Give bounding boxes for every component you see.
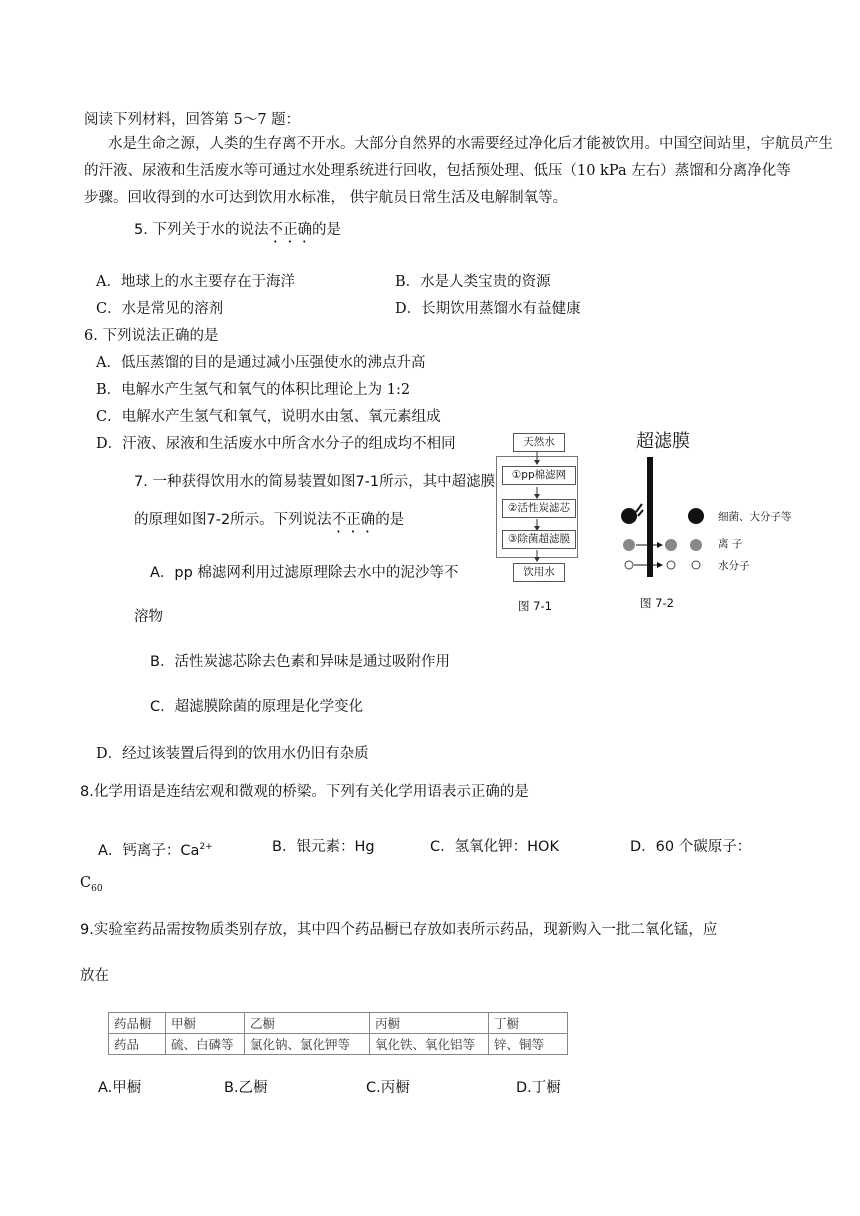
q5-option-a: A．地球上的水主要存在于海洋 [96,274,295,290]
water-mid [667,561,675,569]
question-7-line-1: 7. 一种获得饮用水的简易装置如图7-1所示，其中超滤膜 [134,474,496,490]
question-9-line-1: 9.实验室药品需按物质类别存放，其中四个药品橱已存放如表所示药品，现新购入一批二氧化锰，应 [80,922,718,938]
question-8-stem: 8.化学用语是连结宏观和微观的桥梁。下列有关化学用语表示正确的是 [80,784,529,800]
membrane-title: 超滤膜 [636,431,690,452]
q6-option-a: A．低压蒸馏的目的是通过减小压强使水的沸点升高 [96,355,426,371]
label-water-molecules: 水分子 [718,560,750,572]
q9-option-b: B.乙橱 [224,1080,268,1096]
q9-option-a: A.甲橱 [98,1080,142,1096]
label-bacteria: 细菌、大分子等 [718,511,792,523]
table-row [109,1013,568,1034]
ultrafiltration-diagram [612,450,722,580]
q7-option-d: D．经过该装置后得到的饮用水仍旧有杂质 [96,746,369,762]
question-5-stem: 5. 下列关于水的说法不正确的是 [134,222,341,238]
q9-option-c: C.丙橱 [366,1080,410,1096]
ultrafiltration-box: ③除菌超滤膜 [502,530,576,549]
ion-mid [665,539,677,551]
q7-option-c: C．超滤膜除菌的原理是化学变化 [150,699,364,715]
table-cell: 甲橱 [166,1013,245,1034]
q8-option-a: A．钙离子：$Ca^{2+}$ [98,842,213,859]
q5-option-c: C．水是常见的溶剂 [96,301,224,317]
ion-left [623,539,635,551]
bacteria-right [688,508,704,524]
table-cell: 药品橱 [109,1013,166,1034]
table-row [109,1034,568,1055]
q8-option-c: C．氢氧化钾：HOK [430,839,559,855]
label-ions: 离 子 [718,538,743,550]
figure-7-2-caption: 图 7-2 [640,596,674,610]
water-left [625,561,633,569]
material-line-3: 步骤。回收得到的水可达到饮用水标准， 供宇航员日常生活及电解制氧等。 [84,190,568,206]
blocked-mark [636,504,643,516]
q6-option-b: B．电解水产生氢气和氧气的体积比理论上为 1:2 [96,382,411,398]
q5-option-b: B．水是人类宝贵的资源 [395,274,551,290]
q7-option-b: B．活性炭滤芯除去色素和异味是通过吸附作用 [150,654,450,670]
q8-option-d: D．60 个碳原子： [630,839,752,855]
reading-lead: 阅读下列材料，回答第 5～7 题： [84,112,301,128]
water-right [692,561,700,569]
question-6-stem: 6. 下列说法正确的是 [84,328,219,344]
membrane-bar [647,457,653,577]
material-line-1: 水是生命之源，人类的生存离不开水。大部分自然界的水需要经过净化后才能被饮用。中国空间站里，宇航员产生 [108,136,833,152]
pp-filter-box: ①pp棉滤网 [502,466,576,485]
q6-option-c: C．电解水产生氢气和氧气，说明水由氢、氧元素组成 [96,409,441,425]
table-cell: 锌、铜等 [489,1034,568,1055]
figure-7-1-caption: 图 7-1 [518,599,552,613]
question-7-line-2: 的原理如图7-2所示。下列说法不正确的是 [134,512,405,528]
q8-option-d-cont: $C_{60}$ [80,875,103,894]
table-cell: 乙橱 [245,1013,370,1034]
table-cell: 硫、白磷等 [166,1034,245,1055]
bacteria-left [621,508,637,524]
natural-water-box: 天然水 [513,433,565,452]
cabinet-table [108,1012,568,1055]
q6-option-d: D．汗液、尿液和生活废水中所含水分子的组成均不相同 [96,436,456,452]
q8-option-b: B．银元素：Hg [272,839,375,855]
table-cell: 氧化铁、氧化铝等 [370,1034,489,1055]
table-cell: 丁橱 [489,1013,568,1034]
table-cell: 氯化钠、氯化钾等 [245,1034,370,1055]
table-cell: 丙橱 [370,1013,489,1034]
material-line-2: 的汗液、尿液和生活废水等可通过水处理系统进行回收，包括预处理、低压（10 kPa 左右）蒸馏和分离净化等 [84,163,791,179]
q5-option-d: D．长期饮用蒸馏水有益健康 [395,301,581,317]
table-cell: 药品 [109,1034,166,1055]
question-9-line-2: 放在 [80,968,109,984]
carbon-filter-box: ②活性炭滤芯 [502,499,576,518]
q7-option-a: A．pp 棉滤网利用过滤原理除去水中的泥沙等不 [150,565,459,581]
ion-right [690,539,702,551]
q9-option-d: D.丁橱 [516,1080,561,1096]
q7-option-a-cont: 溶物 [134,609,163,625]
drinking-water-box: 饮用水 [513,563,565,582]
